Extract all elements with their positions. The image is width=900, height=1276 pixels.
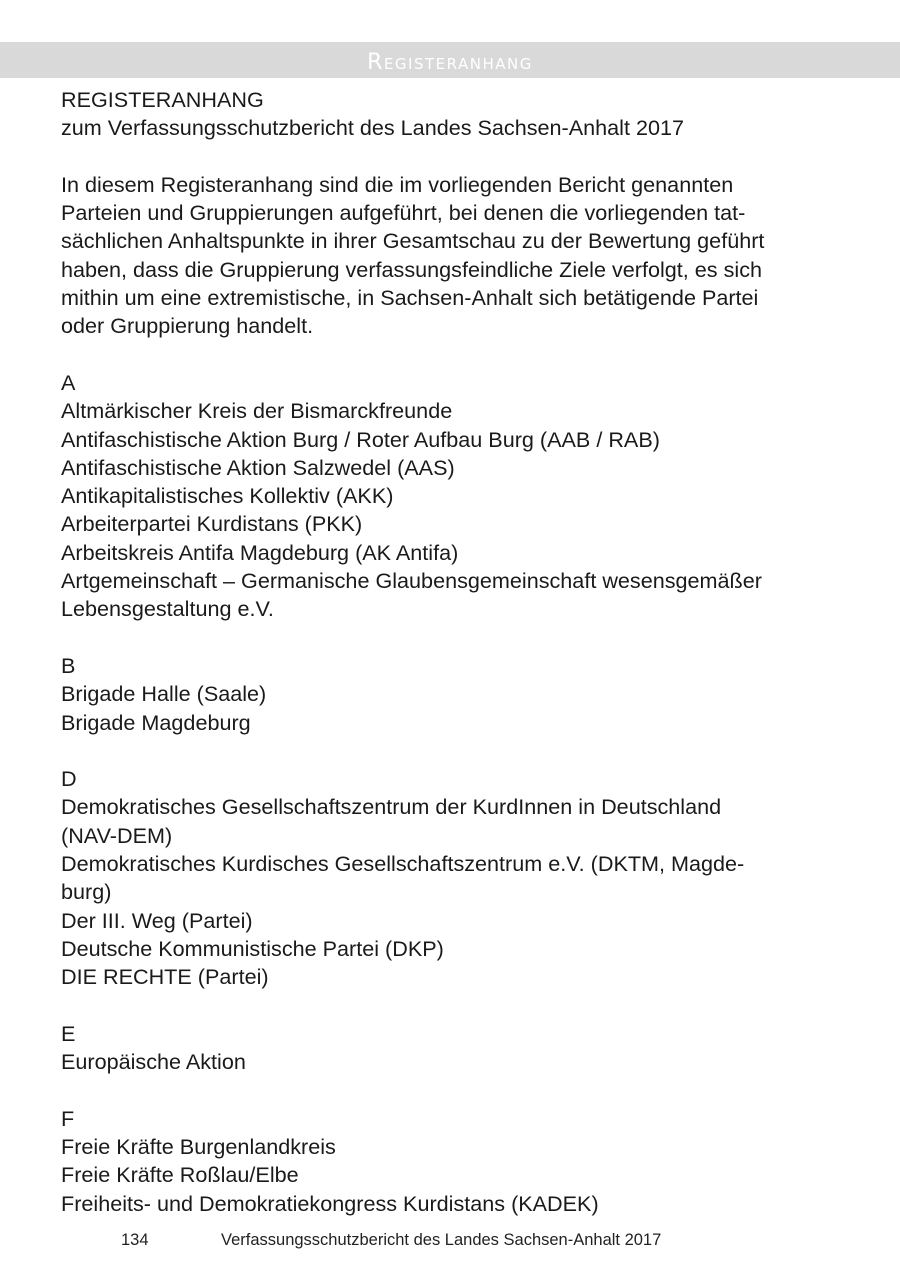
document-title: REGISTERANHANG — [61, 87, 264, 112]
register-entry: Brigade Halle (Saale) — [61, 681, 267, 707]
document-body — [61, 86, 851, 1218]
spacer — [61, 624, 851, 652]
register-entry: Freiheits- und Demokratiekongress Kurdistans (KADEK) — [61, 1190, 599, 1216]
document-subtitle: zum Verfassungsschutzbericht des Landes Sachsen-Anhalt 2017 — [61, 115, 685, 141]
register-entry: burg) — [61, 879, 112, 905]
register-section-b — [61, 652, 851, 737]
register-entry: Altmärkischer Kreis der Bismarckfreunde — [61, 398, 453, 424]
register-entry: Deutsche Kommunistische Partei (DKP) — [61, 935, 444, 961]
register-section-d — [61, 765, 851, 991]
page-number: 134 — [121, 1231, 149, 1249]
intro-line: haben, dass die Gruppierung verfassungsfeindliche Ziele verfolgt, es sich — [61, 256, 762, 282]
register-entry: Brigade Magdeburg — [61, 709, 251, 735]
register-entry: Arbeiterpartei Kurdistans (PKK) — [61, 511, 363, 537]
register-entry: Arbeitskreis Antifa Magdeburg (AK Antifa) — [61, 539, 459, 565]
intro-line: sächlichen Anhaltspunkte in ihrer Gesamtschau zu der Bewertung geführt — [61, 228, 765, 254]
register-entry: Europäische Aktion — [61, 1049, 246, 1075]
section-letter: A — [61, 369, 76, 395]
register-entry: Demokratisches Gesellschaftszentrum der KurdInnen in Deutschland — [61, 794, 722, 820]
register-entry: Artgemeinschaft – Germanische Glaubensgemeinschaft wesensgemäßer — [61, 568, 762, 594]
register-entry: Freie Kräfte Roßlau/Elbe — [61, 1162, 299, 1188]
section-letter: B — [61, 652, 76, 678]
section-letter: F — [61, 1105, 75, 1131]
register-section-f — [61, 1105, 851, 1218]
register-entry: (NAV-DEM) — [61, 822, 173, 848]
intro-paragraph — [61, 171, 851, 341]
intro-line: In diesem Registeranhang sind die im vorliegenden Bericht genannten — [61, 171, 734, 197]
page-header-title: Registeranhang — [367, 50, 533, 75]
intro-line: mithin um eine extremistische, in Sachsen-Anhalt sich betätigende Partei — [61, 285, 759, 311]
register-entry: Lebensgestaltung e.V. — [61, 596, 274, 622]
intro-line: oder Gruppierung handelt. — [61, 313, 314, 339]
footer-title: Verfassungsschutzbericht des Landes Sachsen-Anhalt 2017 — [221, 1231, 662, 1249]
spacer — [61, 143, 851, 171]
section-letter: D — [61, 766, 77, 792]
spacer — [61, 341, 851, 369]
register-entry: Demokratisches Kurdisches Gesellschaftszentrum e.V. (DKTM, Magde- — [61, 851, 745, 877]
spacer — [61, 737, 851, 765]
intro-line: Parteien und Gruppierungen aufgeführt, bei denen die vorliegenden tat- — [61, 200, 746, 226]
register-section-e — [61, 1020, 851, 1077]
register-section-a — [61, 369, 851, 624]
register-entry: Freie Kräfte Burgenlandkreis — [61, 1133, 336, 1159]
section-letter: E — [61, 1020, 76, 1046]
register-entry: Der III. Weg (Partei) — [61, 907, 253, 933]
register-entry: Antikapitalistisches Kollektiv (AKK) — [61, 483, 394, 509]
register-entry: DIE RECHTE (Partei) — [61, 964, 269, 990]
register-entry: Antifaschistische Aktion Salzwedel (AAS) — [61, 454, 455, 480]
register-entry: Antifaschistische Aktion Burg / Roter Aufbau Burg (AAB / RAB) — [61, 426, 660, 452]
spacer — [61, 1076, 851, 1104]
spacer — [61, 992, 851, 1020]
